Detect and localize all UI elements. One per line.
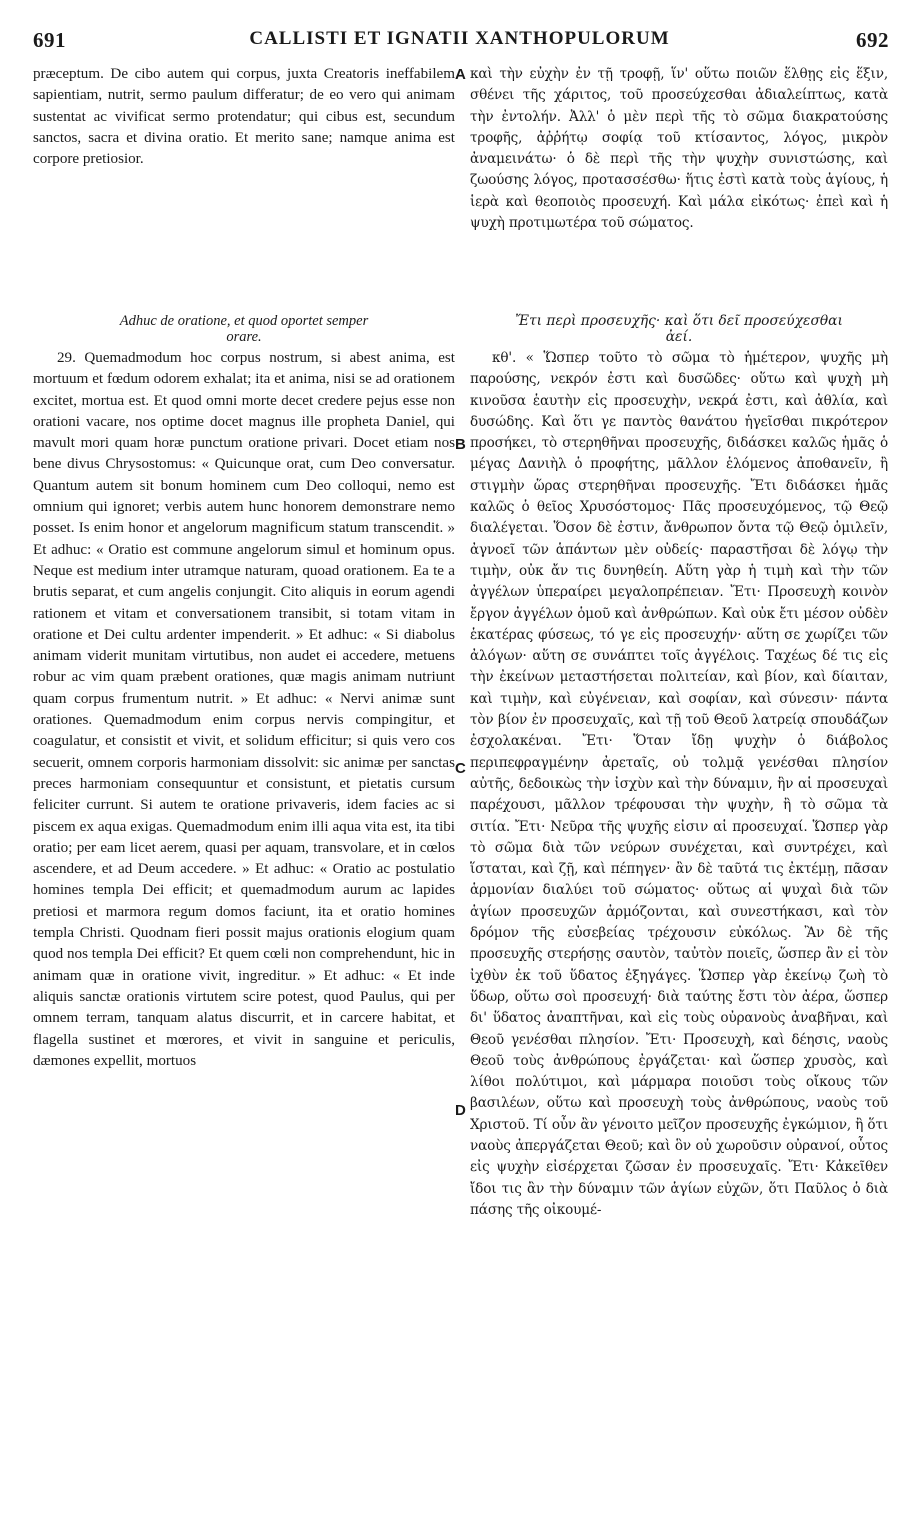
latin-paragraph-intro: præceptum. De cibo autem qui corpus, juxta Creatoris ineffabilem sapientiam, nutrit, sermo paulum differatur; de eo vero qui animam sustentat ac vivificat sermo protendatur; qui cibus est, secundum sanctos, sacra et divina oratio. Et merito sane; namque anima est corpore pretiosior. [33, 66, 455, 168]
latin-paragraph-29: 29. Quemadmodum hoc corpus nostrum, si abest anima, est mortuum et fœdum odorem exhalat; ita et anima, nisi se ad orationem excitet, mortua est. Et quod omni morte decet credere pejus esse non orationi vacare, nos optime docet magnus ille propheta Daniel, qui mavult mori quam horæ punctum oratione privari. Docet etiam nos bene divus Chrysostomus: « Quicunque orat, cum Deo conversatur. Quantum autem sit bonum hominem cum Deo colloqui, nemo est omnium qui ignoret; verbis autem hunc honorem demonstrare nemo posset. Is enim honor et angelorum magnificum statum transcendit. » Et adhuc: « Oratio est commune angelorum simul et hominum opus. Neque est medium inter utramque naturam, quoad orationem. Ea te a brutis separat, et cum angelis conjungit. Cito aliquis in eorum agendi rationem et vitam et conversationem transibit, si totam vitam in oratione et Dei cultu ardenter impenderit. » Et adhuc: « Si diabolus animam viderit munitam virtutibus, non audet ei accedere, metuens robur ac vim quam præbent orationes, quæ magis animam nutriunt quam corpus frumentum nutrit. » Et adhuc: « Nervi animæ sunt orationes. Quemadmodum enim corpus nervis compingitur, et coagulatur, et consistit et vivit, et solidum efficitur; si quis vero cos secuerit, omnem corporis harmoniam dissolvit: sic animæ per sanctas preces harmoniam consequuntur et consistunt, et pietatis cursum feliciter currunt. Si autem te oratione privaveris, idem facies ac si piscem ex aqua exigas. Quemadmodum enim illi aqua vita est, ita tibi oratio; per eam licet aerem, quasi per aquam, transvolare, et in cœlos ascendere, et ad Deum accedere. » Et adhuc: « Oratio ac postulatio homines templa Dei efficit; et quemadmodum aurum ac lapides pretiosi et marmora regum domos faciunt, ita et oratio homines templa Christi. Quodnam fieri possit majus orationis elogium quam quod nos templa Dei efficit? Et quem cœli non comprehendunt, hic in animam quæ in oratione vivit, ingreditur. » Et adhuc: « Et inde aliquis sanctæ orationis virtutem scire potest, quod Paulus, qui per omnem terram, tanquam alatus discurrit, et in carcere habitat, et flagella sustinet et mœrores, et vivit in sanguine et periculis, dæmones expellit, mortuos [33, 350, 455, 1069]
greek-paragraph-intro: καὶ τὴν εὐχὴν ἐν τῇ τροφῇ, ἵν' οὕτω ποιῶν ἕλθῃς εἰς ἕξιν, σθένει τῆς χάριτος, τοῦ προσεύχεσθαι ἀδιαλείπτως, κατὰ τὴν ἐντολήν. Ἀλλ' ὁ μὲν περὶ τῆς τὸ σῶμα διακρατούσης τροφῆς, ἀῤῥήτῳ σοφίᾳ τοῦ κτίσαντος, λόγος, μικρὸν ἀναμεινάτω· ὁ δὲ περὶ τῆς τὴν ψυχὴν συνιστώσης, καὶ ζωούσης λόγος, προτασσέσθω· ἥτις ἐστὶ κατὰ τοὺς ἁγίους, ἡ ἱερὰ καὶ θεοποιὸς προσευχή. Καὶ μάλα εἰκότως· ἐπεὶ καὶ ἡ ψυχὴ προτιμωτέρα τοῦ σώματος. [470, 66, 888, 232]
latin-heading-line-1: Adhuc de oratione, et quod oportet semper [119, 313, 369, 329]
running-title: CALLISTI ET IGNATII XANTHOPULORUM [249, 28, 670, 49]
page-number-left: 691 [33, 28, 66, 52]
greek-paragraph-29: κθ'. « Ὥσπερ τοῦτο τὸ σῶμα τὸ ἡμέτερον, ψυχῆς μὴ παρούσης, νεκρόν ἐστι καὶ δυσῶδες· οὕτω καὶ ψυχὴ μὴ κινοῦσα ἑαυτὴν εἰς προσευχὴν, νεκρά ἐστι, καὶ ἀθλία, καὶ δυσώδης. Καὶ ὅτι γε παντὸς θανάτου ἡγεῖσθαι πικρότερον προσήκει, τὸ στερηθῆναι προσευχῆς, διδάσκει καλῶς ἡμᾶς ὁ μέγας Δανιὴλ ὁ προφήτης, μᾶλλον ἑλόμενος ἀποθανεῖν, ἢ στιγμὴν ὥρας στερηθῆναι προσευχῆς. Ἔτι διδάσκει ἡμᾶς καλῶς ὁ θεῖος Χρυσόστομος· Πᾶς προσευχόμενος, τῷ Θεῷ διαλέγεται. Ὅσον δὲ ἐστιν, ἄνθρωπον ὄντα τῷ Θεῷ ὁμιλεῖν, ἀγνοεῖ τῶν ἁπάντων μὲν οὐδείς· παραστῆσαι δὲ λόγῳ τὴν τιμὴν, οὐκ ἄν τις δυνηθείη. Αὕτη γὰρ ἡ τιμὴ καὶ τὴν τῶν ἀγγέλων ὑπεραίρει μεγαλοπρέπειαν. Ἔτι· Προσευχὴ κοινὸν ἔργον ἀγγέλων ὁμοῦ καὶ ἀνθρώπων. Καὶ οὐκ ἔτι μέσον οὐδὲν ἑκατέρας φύσεως, τό γε εἰς προσευχήν· αὕτη σε χωρίζει τῶν ἀλόγων· αὕτη σε συνάπτει τοῖς ἀγγέλοις. Ταχέως δέ τις εἰς τὴν ἐκείνων μεταστήσεται πολιτείαν, καὶ βίον, καὶ δίαιταν, καὶ τιμὴν, καὶ εὐγένειαν, καὶ σοφίαν, καὶ σύνεσιν· πάντα τὸν βίον ἐν προσευχαῖς, καὶ τῇ τοῦ Θεοῦ λατρείᾳ σπουδάζων ἐσχολακέναι. Ἔτι· Ὅταν ἴδῃ ψυχὴν ὁ διάβολος περιπεφραγμένην ἀρεταῖς, οὐ τολμᾷ γενέσθαι πλησίον αὐτῆς, δεδοικὼς τὴν ἰσχὺν καὶ τὴν δύναμιν, ἣν αἱ προσευχαὶ παρέχουσι, μᾶλλον τρέφουσαι τὴν ψυχὴν, ἢ τὸ σῶμα τὰ σιτία. Ἔτι· Νεῦρα τῆς ψυχῆς εἰσιν αἱ προσευχαί. Ὥσπερ γὰρ τὸ σῶμα διὰ τῶν νεύρων συνέχεται, καὶ συντρέχει, καὶ ἵσταται, καὶ ζῇ, καὶ πέπηγεν· ἂν δὲ ταῦτά τις ἐκτέμῃ, πᾶσαν ἁρμονίαν διαλύει τοῦ σώματος· οὕτως αἱ ψυχαὶ διὰ τῶν ἁγίων προσευχῶν ἁρμόζονται, καὶ συνεστήκασι, καὶ τὸν δρόμον τῆς εὐσεβείας τρέχουσιν εὐκόλως. Ἂν δὲ τῆς προσευχῆς στερήσῃς σαυτὸν, ταὐτὸν ποιεῖς, ὥσπερ ἂν εἰ τὸν ἰχθὺν ἐκ τοῦ ὕδατος ἐξηγάγες. Ὥσπερ γὰρ ἐκείνῳ ζωὴ τὸ ὕδωρ, οὕτω σοὶ προσευχή· διὰ ταύτης ἔστι τὸν ἀέρα, ὥσπερ δι' ὕδατος ἀναπτῆναι, καὶ εἰς τοὺς οὐρανοὺς ἀναβῆναι, καὶ Θεοῦ γενέσθαι πλησίον. Ἔτι· Προσευχὴ, καὶ δέησις, ναοὺς Θεοῦ τοὺς ἀνθρώπους ἐργάζεται· καὶ ὥσπερ χρυσὸς, καὶ λίθοι πολύτιμοι, καὶ μάρμαρα ποιοῦσι τοὺς οἴκους τῶν βασιλέων, οὕτω καὶ προσευχὴ τοὺς ἀνθρώπους, ναοὺς τοῦ Χριστοῦ. Τί οὖν ἂν γένοιτο μεῖζον προσευχῆς ἐγκώμιον, ἢ ὅτι ναοὺς ἀπεργάζεται Θεοῦ; καὶ ὃν οὐ χωροῦσιν οὐρανοί, οὗτος εἰς ψυχὴν εἰσέρχεται ζῶσαν ἐν προσευχαῖς. Ἔτι· Κἀκεῖθεν ἴδοι τις ἂν τὴν δύναμιν τῶν ἁγίων εὐχῶν, ὅτι Παῦλος ὁ διὰ πάσης τῆς οἰκουμέ- [470, 350, 888, 1218]
margin-letter-d: D [455, 1102, 466, 1119]
latin-heading-line-2: orare. [226, 329, 262, 345]
greek-section-heading [470, 313, 888, 345]
greek-heading-line-2: ἀεί. [665, 329, 693, 345]
margin-letter-a: A [455, 66, 466, 83]
margin-letter-c: C [455, 760, 466, 777]
latin-section-heading [33, 313, 455, 345]
page-header [0, 0, 919, 62]
greek-heading-line-1: Ἔτι περὶ προσευχῆς· καὶ ὅτι δεῖ προσεύχεσθαι [515, 313, 843, 329]
page-number-right: 692 [856, 28, 889, 52]
margin-letter-b: B [455, 436, 466, 453]
